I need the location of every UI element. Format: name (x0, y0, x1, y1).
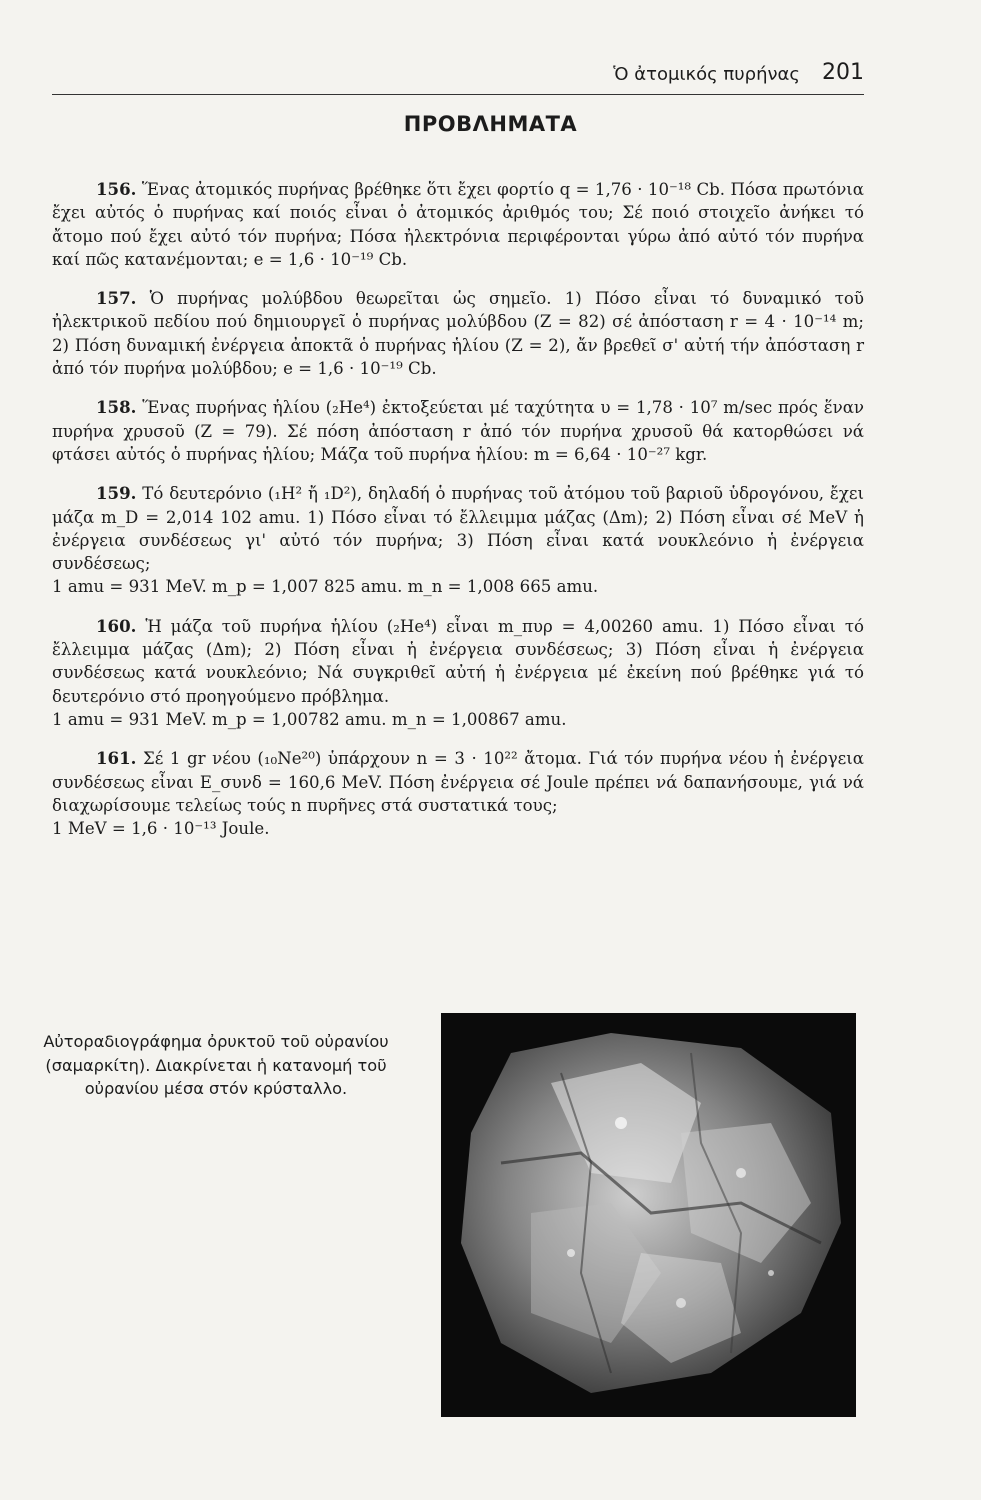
page-number: 201 (822, 60, 864, 85)
problem-158 (52, 396, 864, 466)
problem-given-data: 1 amu = 931 MeV. m_p = 1,00782 amu. m_n = 1,00867 amu. (52, 709, 567, 729)
problem-text: Ἕνας ἀτομικός πυρήνας βρέθηκε ὅτι ἔχει φορτίο q = 1,76 · 10⁻¹⁸ Cb. Πόσα πρωτόνια ἔχει αὐτός ὁ πυρήνας καί ποιός εἶναι ὁ ἀτομικός ἀριθμός του; Σέ ποιό στοιχεῖο ἀνήκει τό ἄτομο πού ἔχει αὐτό τόν πυρήνα; Πόσα ἠλεκτρόνια περιφέρονται γύρω ἀπό αὐτό τόν πυρήνα καί πῶς κατανέμονται; e = 1,6 · 10⁻¹⁹ Cb. (52, 180, 865, 269)
problem-text: Ὁ πυρήνας μολύβδου θεωρεῖται ὡς σημεῖο. 1) Πόσο εἶναι τό δυναμικό τοῦ ἠλεκτρικοῦ πεδίου πού δημιουργεῖ ὁ πυρήνας μολύβδου (Z = 82) σέ ἀπόσταση r = 4 · 10⁻¹⁴ m; 2) Πόση δυναμική ἐνέργεια ἀποκτᾶ ὁ πυρήνας ἡλίου (Z = 2), ἄν βρεθεῖ σ' αὐτή τήν ἀπόσταση r ἀπό τόν πυρήνα μολύβδου; e = 1,6 · 10⁻¹⁹ Cb. (52, 289, 864, 379)
problem-157 (52, 287, 864, 380)
problem-number: 161. (96, 748, 137, 769)
problem-number: 157. (96, 288, 137, 309)
problem-text: Ἡ μάζα τοῦ πυρήνα ἡλίου (₂He⁴) εἶναι m_πυρ = 4,00260 amu. 1) Πόσο εἶναι τό ἔλλειμμα μάζας (Δm); 2) Πόση εἶναι ἡ ἐνέργεια συνδέσεως; 3) Πόση εἶναι ἡ ἐνέργεια συνδέσεως κατά νουκλεόνιο; Νά συγκριθεῖ αὐτή ἡ ἐνέργεια μέ ἐκείνη πού βρέθηκε γιά τό δευτερόνιο στό προηγούμενο πρόβλημα. (52, 616, 864, 706)
problem-text: Ἕνας πυρήνας ἡλίου (₂He⁴) ἐκτοξεύεται μέ ταχύτητα υ = 1,78 · 10⁷ m/sec πρός ἕναν πυρήνα χρυσοῦ (Z = 79). Σέ πόση ἀπόσταση r ἀπό τόν πυρήνα χρυσοῦ θά κατορθώσει νά φτάσει αὐτός ὁ πυρήνας ἡλίου; Μάζα τοῦ πυρήνα ἡλίου: m = 6,64 · 10⁻²⁷ kgr. (52, 398, 864, 464)
section-title: ΠΡΟΒΛΗΜΑΤΑ (403, 112, 578, 136)
problem-159 (52, 482, 864, 598)
running-head: Ὁ ἀτομικός πυρήνας (613, 64, 800, 85)
problem-161 (52, 747, 864, 840)
problem-number: 158. (96, 397, 137, 418)
problem-number: 160. (96, 615, 137, 636)
problem-given-data: 1 MeV = 1,6 · 10⁻¹³ Joule. (52, 819, 270, 839)
problem-number: 159. (96, 483, 137, 504)
problem-list (52, 178, 864, 856)
mineral-autoradiograph-photo (441, 1013, 856, 1417)
problem-text: Τό δευτερόνιο (₁H² ἤ ₁D²), δηλαδή ὁ πυρήνας τοῦ ἀτόμου τοῦ βαριοῦ ὑδρογόνου, ἔχει μάζα m_D = 2,014 102 amu. 1) Πόσο εἶναι τό ἔλλειμμα μάζας (Δm); 2) Πόση εἶναι σέ MeV ἡ ἐνέργεια συνδέσεως γι' αὐτό τόν πυρήνα; 3) Πόση εἶναι κατά νουκλεόνιο ἡ ἐνέργεια συνδέσεως; (52, 484, 864, 574)
problem-given-data: 1 amu = 931 MeV. m_p = 1,007 825 amu. m_n = 1,008 665 amu. (52, 577, 599, 597)
page-header (52, 58, 864, 95)
problem-number: 156. (96, 179, 137, 199)
problem-160 (52, 615, 864, 731)
figure-caption: Αὐτοραδιογράφημα ὀρυκτοῦ τοῦ οὐρανίου (σαμαρκίτη). Διακρίνεται ἡ κατανομή τοῦ οὐρανίου μέσα στόν κρύσταλλο. (43, 1032, 389, 1098)
autoradiograph-image (441, 1013, 856, 1417)
problem-text: Σέ 1 gr νέου (₁₀Ne²⁰) ὑπάρχουν n = 3 · 10²² ἄτομα. Γιά τόν πυρήνα νέου ἡ ἐνέργεια συνδέσεως εἶναι E_συνδ = 160,6 MeV. Πόση ἐνέργεια σέ Joule πρέπει νά δαπανήσουμε, γιά νά διαχωρίσουμε τελείως τούς n πυρῆνες στά συστατικά τους; (52, 749, 864, 815)
problem-156 (52, 178, 864, 271)
